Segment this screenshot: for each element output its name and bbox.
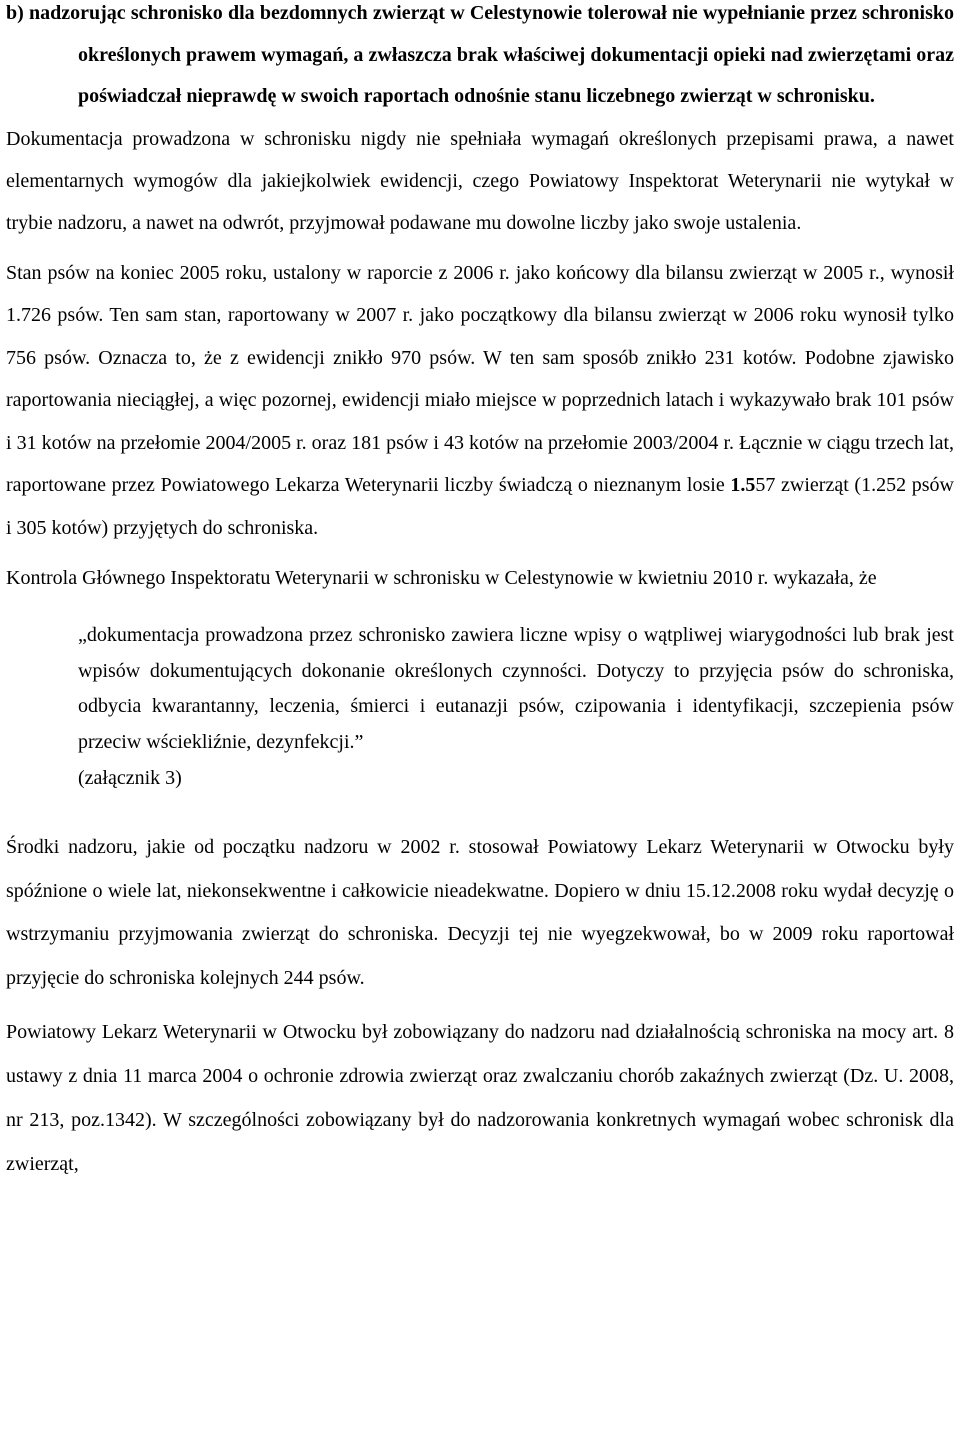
obligation-paragraph: [6, 1010, 954, 1186]
documentation-text: Dokumentacja prowadzona w schronisku nigdy nie spełniała wymagań określonych przepisami prawa, a nawet elementarnych wymogów dla jakiejkolwiek ewidencji, czego Powiatowy Inspektorat Weterynarii nie wytykał w trybie nadzoru, a nawet na odwrót, przyjmował podawane mu dowolne liczby jako swoje ustalenia.: [6, 127, 954, 234]
control-text: Kontrola Głównego Inspektoratu Weterynarii w schronisku w Celestynowie w kwietniu 2010 r. wykazała, że: [6, 567, 877, 589]
stats-paragraph: [6, 252, 954, 550]
stats-text-before: Stan psów na koniec 2005 roku, ustalony w raporcie z 2006 r. jako końcowy dla bilansu zwierząt w 2005 r., wynosił 1.726 psów. Ten sam stan, raportowany w 2007 r. jako początkowy dla bilansu zwierząt w 2006 roku wynosił tylko 756 psów. Oznacza to, że z ewidencji znikło 970 psów. W ten sam sposób znikło 231 kotów. Podobne zjawisko raportowania nieciągłej, a więc pozornej, ewidencji miało miejsce w poprzednich latach i wykazywało brak 101 psów i 31 kotów na przełomie 2004/2005 r. oraz 181 psów i 43 kotów na przełomie 2003/2004 r. Łącznie w ciągu trzech lat, raportowane przez Powiatowego Lekarza Weterynarii liczby świadczą o nieznanym losie: [6, 261, 954, 496]
quote-text: „dokumentacja prowadzona przez schronisko zawiera liczne wpisy o wątpliwej wiarygodności lub brak jest wpisów dokumentujących dokonanie określonych czynności. Dotyczy to przyjęcia psów do schroniska, odbycia kwarantanny, leczenia, śmierci i eutanazji psów, czipowania i identyfikacji, szczepienia psów przeciw wściekliźnie, dezynfekcji.”: [78, 624, 954, 753]
documentation-paragraph: [6, 118, 954, 244]
annex-text: (załącznik 3): [78, 767, 182, 789]
stats-text-after: 57 zwierząt (1.252 psów i 305 kotów) przyjętych do schroniska.: [6, 474, 954, 539]
intro-bold-paragraph: [6, 0, 954, 118]
document-page: [6, 0, 954, 1186]
quote-block: [78, 618, 954, 760]
obligation-text: Powiatowy Lekarz Weterynarii w Otwocku był zobowiązany do nadzoru nad działalnością schroniska na mocy art. 8 ustawy z dnia 11 marca 2004 o ochronie zdrowia zwierząt oraz zwalczaniu chorób zakaźnych zwierząt (Dz. U. 2008, nr 213, poz.1342). W szczególności zobowiązany był do nadzorowania konkretnych wymagań wobec schronisk dla zwierząt,: [6, 1021, 954, 1175]
measures-paragraph: [6, 826, 954, 1000]
annex-reference: [78, 760, 954, 796]
intro-bold-text: b) nadzorując schronisko dla bezdomnych zwierząt w Celestynowie tolerował nie wypełnianie przez schronisko określonych prawem wymagań, a zwłaszcza brak właściwej dokumentacji opieki nad zwierzętami oraz poświadczał nieprawdę w swoich raportach odnośnie stanu liczebnego zwierząt w schronisku.: [6, 2, 954, 107]
stats-bold-number: 1.5: [730, 474, 756, 496]
control-paragraph: [6, 557, 954, 600]
measures-text: Środki nadzoru, jakie od początku nadzoru w 2002 r. stosował Powiatowy Lekarz Weterynarii w Otwocku były spóźnione o wiele lat, niekonsekwentne i całkowicie nieadekwatne. Dopiero w dniu 15.12.2008 roku wydał decyzję o wstrzymaniu przyjmowania zwierząt do schroniska. Decyzji tej nie wyegzekwował, bo w 2009 roku raportował przyjęcie do schroniska kolejnych 244 psów.: [6, 836, 954, 989]
